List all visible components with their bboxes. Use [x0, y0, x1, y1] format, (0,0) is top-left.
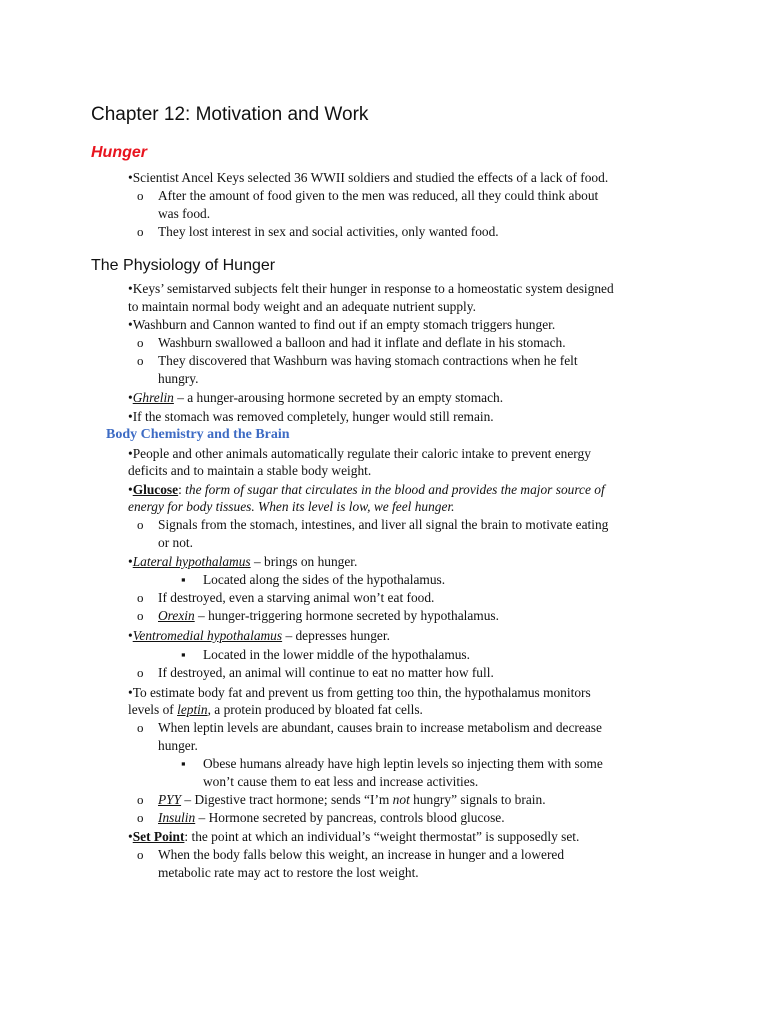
- term-insulin: Insulin: [158, 810, 196, 825]
- circle-marker: o: [137, 720, 144, 735]
- brain-glucose-1: •Glucose: the form of sugar that circulates in the blood and provides the major source of: [128, 482, 605, 497]
- section-heading-physiology: The Physiology of Hunger: [91, 257, 276, 274]
- physiology-bullet-2: •Washburn and Cannon wanted to find out if an empty stomach triggers hunger.: [128, 317, 556, 332]
- physiology-bullet-1a: •Keys’ semistarved subjects felt their hunger in response to a homeostatic system designed: [128, 281, 614, 296]
- hunger-sub-2: They lost interest in sex and social activities, only wanted food.: [158, 224, 499, 239]
- brain-glucose-sub-b: or not.: [158, 535, 193, 550]
- brain-lateral-square: Located along the sides of the hypothalamus.: [203, 572, 446, 587]
- chapter-title: Chapter 12: Motivation and Work: [91, 104, 369, 125]
- circle-marker: o: [137, 353, 144, 368]
- hunger-sub-1b: was food.: [158, 206, 211, 221]
- term-lateral-hypothalamus: Lateral hypothalamus: [132, 554, 251, 569]
- circle-marker: o: [137, 590, 144, 605]
- brain-ventromedial-sub: If destroyed, an animal will continue to eat no matter how full.: [158, 665, 494, 680]
- circle-marker: o: [137, 188, 144, 203]
- brain-leptin-square-a: Obese humans already have high leptin levels so injecting them with some: [203, 756, 603, 771]
- physiology-sub-2a: They discovered that Washburn was having stomach contractions when he felt: [158, 353, 578, 368]
- physiology-sub-1: Washburn swallowed a balloon and had it inflate and deflate in his stomach.: [158, 335, 566, 350]
- brain-glucose-sub-a: Signals from the stomach, intestines, and liver all signal the brain to motivate eating: [158, 517, 609, 532]
- square-marker: ▪: [181, 572, 186, 587]
- term-ghrelin: Ghrelin: [132, 390, 174, 405]
- circle-marker: o: [137, 665, 144, 680]
- square-marker: ▪: [181, 756, 186, 771]
- brain-glucose-2: energy for body tissues. When its level is low, we feel hunger.: [128, 499, 455, 514]
- section-heading-hunger: Hunger: [91, 144, 147, 161]
- brain-ventromedial-square: Located in the lower middle of the hypothalamus.: [203, 647, 470, 662]
- circle-marker: o: [137, 792, 144, 807]
- brain-set-point: •Set Point: the point at which an individual’s “weight thermostat” is supposedly set.: [128, 829, 580, 844]
- circle-marker: o: [137, 224, 144, 239]
- brain-bullet-1a: •People and other animals automatically regulate their caloric intake to prevent energy: [128, 446, 591, 461]
- brain-leptin-sub-a: When leptin levels are abundant, causes brain to increase metabolism and decrease: [158, 720, 602, 735]
- brain-lateral: •Lateral hypothalamus – brings on hunger.: [128, 554, 358, 569]
- brain-estimate-1: •To estimate body fat and prevent us from getting too thin, the hypothalamus monitors: [128, 685, 591, 700]
- term-pyy: PYY: [158, 792, 182, 807]
- section-heading-brain: Body Chemistry and the Brain: [106, 427, 290, 442]
- hunger-sub-1a: After the amount of food given to the men was reduced, all they could think about: [158, 188, 599, 203]
- brain-estimate-2: levels of leptin, a protein produced by bloated fat cells.: [128, 702, 423, 717]
- brain-lateral-sub: If destroyed, even a starving animal won’t eat food.: [158, 590, 435, 605]
- circle-marker: o: [137, 810, 144, 825]
- circle-marker: o: [137, 847, 144, 862]
- term-set-point: Set Point: [132, 829, 185, 844]
- brain-set-point-sub-b: metabolic rate may act to restore the lost weight.: [158, 865, 419, 880]
- circle-marker: o: [137, 608, 144, 623]
- brain-ventromedial: •Ventromedial hypothalamus – depresses hunger.: [128, 628, 390, 643]
- brain-orexin: Orexin – hunger-triggering hormone secreted by hypothalamus.: [158, 608, 499, 623]
- circle-marker: o: [137, 517, 144, 532]
- square-marker: ▪: [181, 647, 186, 662]
- circle-marker: o: [137, 335, 144, 350]
- term-leptin: leptin: [177, 702, 208, 717]
- hunger-bullet-1: •Scientist Ancel Keys selected 36 WWII soldiers and studied the effects of a lack of food.: [128, 170, 609, 185]
- brain-leptin-sub-b: hunger.: [158, 738, 198, 753]
- brain-set-point-sub-a: When the body falls below this weight, an increase in hunger and a lowered: [158, 847, 565, 862]
- brain-pyy: PYY – Digestive tract hormone; sends “I’m not hungry” signals to brain.: [158, 792, 546, 807]
- physiology-sub-2b: hungry.: [158, 371, 199, 386]
- brain-leptin-square-b: won’t cause them to eat less and increase activities.: [203, 774, 479, 789]
- physiology-bullet-4: •If the stomach was removed completely, hunger would still remain.: [128, 409, 494, 424]
- brain-insulin: Insulin – Hormone secreted by pancreas, controls blood glucose.: [158, 810, 505, 825]
- physiology-bullet-1b: to maintain normal body weight and an adequate nutrient supply.: [128, 299, 476, 314]
- physiology-ghrelin: •Ghrelin – a hunger-arousing hormone secreted by an empty stomach.: [128, 390, 504, 405]
- term-glucose: Glucose: [132, 482, 179, 497]
- term-orexin: Orexin: [158, 608, 195, 623]
- term-ventromedial-hypothalamus: Ventromedial hypothalamus: [132, 628, 283, 643]
- brain-bullet-1b: deficits and to maintain a stable body weight.: [128, 463, 372, 478]
